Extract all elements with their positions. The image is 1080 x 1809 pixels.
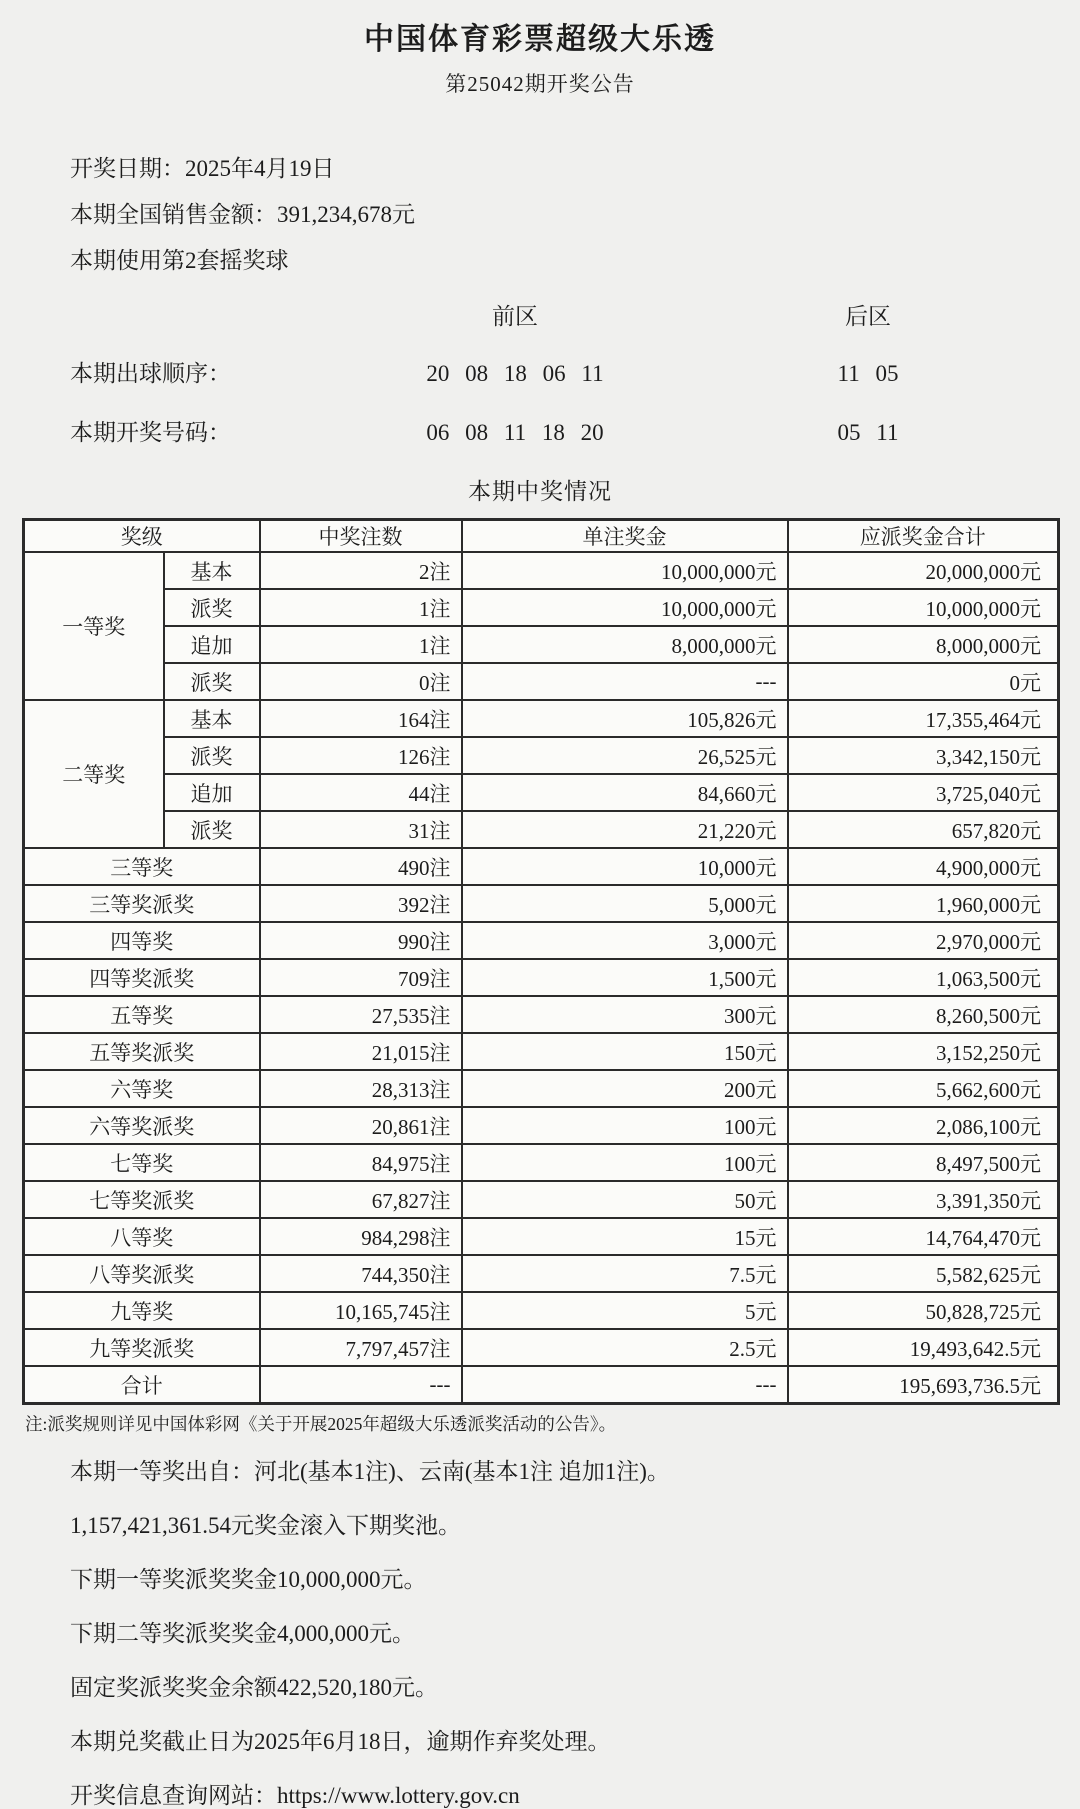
- winner-count: 744,350注: [260, 1255, 462, 1292]
- single-prize-amount: 21,220元: [462, 811, 788, 848]
- back-zone-label: 后区: [845, 304, 891, 329]
- prize-tier-label: 五等奖派奖: [24, 1033, 260, 1070]
- page-title: 中国体育彩票超级大乐透: [364, 23, 716, 56]
- single-prize-amount: 200元: [462, 1070, 788, 1107]
- single-prize-amount: 1,500元: [462, 959, 788, 996]
- prize-table-body: [24, 552, 1059, 1404]
- single-prize-amount: 5元: [462, 1292, 788, 1329]
- ball-order-back-numbers: 11 05: [837, 361, 899, 386]
- prize-subtype-label: 追加: [164, 774, 260, 811]
- prize-tier-label: 七等奖派奖: [24, 1181, 260, 1218]
- single-prize-amount: 150元: [462, 1033, 788, 1070]
- single-prize-amount: 100元: [462, 1144, 788, 1181]
- total-prize-amount: 8,497,500元: [788, 1144, 1059, 1181]
- total-prize-amount: 3,725,040元: [788, 774, 1059, 811]
- winner-count: 984,298注: [260, 1218, 462, 1255]
- winning-numbers-row: [0, 414, 1080, 447]
- prize-table-header-row: [24, 520, 1059, 553]
- table-row: [24, 1255, 1059, 1292]
- table-row: [24, 1366, 1059, 1404]
- single-prize-amount: 7.5元: [462, 1255, 788, 1292]
- winner-count: 84,975注: [260, 1144, 462, 1181]
- total-prize-amount: 20,000,000元: [788, 552, 1059, 589]
- winner-count: 28,313注: [260, 1070, 462, 1107]
- single-prize-amount: 84,660元: [462, 774, 788, 811]
- ball-set: 本期使用第2套摇奖球: [70, 248, 289, 273]
- single-prize-amount: 10,000,000元: [462, 552, 788, 589]
- single-prize-amount: 15元: [462, 1218, 788, 1255]
- lottery-announcement-page: [0, 14, 1080, 1808]
- paragraph-fixed-prize-balance: 固定奖派奖奖金余额422,520,180元。: [70, 1675, 438, 1700]
- paragraph-next-first-prize-bonus: 下期一等奖派奖奖金10,000,000元。: [70, 1567, 427, 1592]
- prize-table: [22, 518, 1060, 1405]
- prize-subtype-label: 派奖: [164, 811, 260, 848]
- winner-count: 990注: [260, 922, 462, 959]
- prize-tier-label: 合计: [24, 1366, 260, 1404]
- single-prize-amount: 100元: [462, 1107, 788, 1144]
- paragraph-jackpot-rollover: 1,157,421,361.54元奖金滚入下期奖池。: [70, 1513, 461, 1538]
- total-prize-amount: 5,662,600元: [788, 1070, 1059, 1107]
- table-note: 注:派奖规则详见中国体彩网《关于开展2025年超级大乐透派奖活动的公告》。: [25, 1414, 617, 1434]
- sales-amount: 本期全国销售金额：391,234,678元: [70, 202, 415, 227]
- single-prize-amount: 10,000,000元: [462, 589, 788, 626]
- single-prize-amount: 8,000,000元: [462, 626, 788, 663]
- single-prize-amount: ---: [462, 1366, 788, 1404]
- prize-subtype-label: 派奖: [164, 589, 260, 626]
- single-prize-amount: 26,525元: [462, 737, 788, 774]
- single-prize-amount: 50元: [462, 1181, 788, 1218]
- single-prize-amount: 5,000元: [462, 885, 788, 922]
- winner-count: 20,861注: [260, 1107, 462, 1144]
- header-prize-tier: 奖级: [24, 520, 260, 553]
- table-row: [24, 737, 1059, 774]
- table-row: [24, 1181, 1059, 1218]
- total-prize-amount: 195,693,736.5元: [788, 1366, 1059, 1404]
- prize-tier-label: 四等奖: [24, 922, 260, 959]
- total-prize-amount: 1,063,500元: [788, 959, 1059, 996]
- total-prize-amount: 50,828,725元: [788, 1292, 1059, 1329]
- table-row: [24, 1292, 1059, 1329]
- paragraph-next-second-prize-bonus: 下期二等奖派奖奖金4,000,000元。: [70, 1621, 415, 1646]
- winner-count: 0注: [260, 663, 462, 700]
- header-total-prize: 应派奖金合计: [788, 520, 1059, 553]
- page-subtitle: 第25042期开奖公告: [445, 72, 635, 96]
- winner-count: 164注: [260, 700, 462, 737]
- table-row: [24, 700, 1059, 737]
- total-prize-amount: 14,764,470元: [788, 1218, 1059, 1255]
- winner-count: 10,165,745注: [260, 1292, 462, 1329]
- table-row: [24, 552, 1059, 589]
- winning-numbers-label: 本期开奖号码：: [70, 420, 231, 445]
- single-prize-amount: ---: [462, 663, 788, 700]
- table-row: [24, 663, 1059, 700]
- winner-count: 392注: [260, 885, 462, 922]
- single-prize-amount: 105,826元: [462, 700, 788, 737]
- single-prize-amount: 10,000元: [462, 848, 788, 885]
- zone-header-row: [0, 298, 1080, 331]
- table-row: [24, 1070, 1059, 1107]
- table-row: [24, 774, 1059, 811]
- table-row: [24, 959, 1059, 996]
- header-winner-count: 中奖注数: [260, 520, 462, 553]
- winner-count: 21,015注: [260, 1033, 462, 1070]
- winner-count: 31注: [260, 811, 462, 848]
- table-row: [24, 626, 1059, 663]
- total-prize-amount: 2,086,100元: [788, 1107, 1059, 1144]
- total-prize-amount: 3,152,250元: [788, 1033, 1059, 1070]
- paragraph-redeem-deadline: 本期兑奖截止日为2025年6月18日，逾期作弃奖处理。: [70, 1729, 611, 1754]
- prize-subtype-label: 派奖: [164, 663, 260, 700]
- table-row: [24, 1107, 1059, 1144]
- prize-tier-label: 八等奖: [24, 1218, 260, 1255]
- total-prize-amount: 1,960,000元: [788, 885, 1059, 922]
- winner-count: 44注: [260, 774, 462, 811]
- winner-count: ---: [260, 1366, 462, 1404]
- prize-tier-label: 九等奖派奖: [24, 1329, 260, 1366]
- prize-tier-label: 四等奖派奖: [24, 959, 260, 996]
- table-row: [24, 589, 1059, 626]
- winning-front-numbers: 06 08 11 18 20: [426, 420, 604, 445]
- prize-subtype-label: 基本: [164, 552, 260, 589]
- prize-tier-label: 六等奖: [24, 1070, 260, 1107]
- table-row: [24, 1144, 1059, 1181]
- paragraph-query-website: 开奖信息查询网站：https://www.lottery.gov.cn: [70, 1783, 520, 1808]
- winner-count: 1注: [260, 589, 462, 626]
- footer-paragraphs: [70, 1458, 1080, 1809]
- prize-tier-label: 二等奖: [24, 700, 164, 848]
- total-prize-amount: 657,820元: [788, 811, 1059, 848]
- winner-count: 490注: [260, 848, 462, 885]
- total-prize-amount: 17,355,464元: [788, 700, 1059, 737]
- table-row: [24, 848, 1059, 885]
- single-prize-amount: 300元: [462, 996, 788, 1033]
- table-row: [24, 1218, 1059, 1255]
- winner-count: 709注: [260, 959, 462, 996]
- ball-order-front-numbers: 20 08 18 06 11: [426, 361, 604, 386]
- total-prize-amount: 8,000,000元: [788, 626, 1059, 663]
- table-row: [24, 922, 1059, 959]
- prize-section-title: 本期中奖情况: [468, 479, 612, 504]
- header-single-prize: 单注奖金: [462, 520, 788, 553]
- draw-info-block: [70, 156, 1080, 274]
- table-row: [24, 996, 1059, 1033]
- ball-order-row: [0, 355, 1080, 388]
- prize-tier-label: 九等奖: [24, 1292, 260, 1329]
- total-prize-amount: 2,970,000元: [788, 922, 1059, 959]
- ball-order-label: 本期出球顺序：: [70, 361, 231, 386]
- prize-tier-label: 六等奖派奖: [24, 1107, 260, 1144]
- winner-count: 7,797,457注: [260, 1329, 462, 1366]
- prize-tier-label: 一等奖: [24, 552, 164, 700]
- numbers-block: [0, 298, 1080, 447]
- prize-subtype-label: 派奖: [164, 737, 260, 774]
- winning-back-numbers: 05 11: [837, 420, 899, 445]
- front-zone-label: 前区: [492, 304, 538, 329]
- total-prize-amount: 3,342,150元: [788, 737, 1059, 774]
- draw-date: 开奖日期：2025年4月19日: [70, 156, 335, 181]
- table-row: [24, 1329, 1059, 1366]
- winner-count: 67,827注: [260, 1181, 462, 1218]
- table-row: [24, 1033, 1059, 1070]
- prize-tier-label: 五等奖: [24, 996, 260, 1033]
- total-prize-amount: 3,391,350元: [788, 1181, 1059, 1218]
- winner-count: 1注: [260, 626, 462, 663]
- total-prize-amount: 0元: [788, 663, 1059, 700]
- table-row: [24, 811, 1059, 848]
- total-prize-amount: 8,260,500元: [788, 996, 1059, 1033]
- winner-count: 126注: [260, 737, 462, 774]
- prize-subtype-label: 基本: [164, 700, 260, 737]
- prize-tier-label: 三等奖: [24, 848, 260, 885]
- prize-tier-label: 七等奖: [24, 1144, 260, 1181]
- total-prize-amount: 5,582,625元: [788, 1255, 1059, 1292]
- table-row: [24, 885, 1059, 922]
- paragraph-first-prize-origin: 本期一等奖出自：河北(基本1注)、云南(基本1注 追加1注)。: [70, 1459, 670, 1484]
- single-prize-amount: 3,000元: [462, 922, 788, 959]
- prize-tier-label: 八等奖派奖: [24, 1255, 260, 1292]
- total-prize-amount: 4,900,000元: [788, 848, 1059, 885]
- winner-count: 2注: [260, 552, 462, 589]
- prize-tier-label: 三等奖派奖: [24, 885, 260, 922]
- winner-count: 27,535注: [260, 996, 462, 1033]
- single-prize-amount: 2.5元: [462, 1329, 788, 1366]
- total-prize-amount: 10,000,000元: [788, 589, 1059, 626]
- total-prize-amount: 19,493,642.5元: [788, 1329, 1059, 1366]
- prize-subtype-label: 追加: [164, 626, 260, 663]
